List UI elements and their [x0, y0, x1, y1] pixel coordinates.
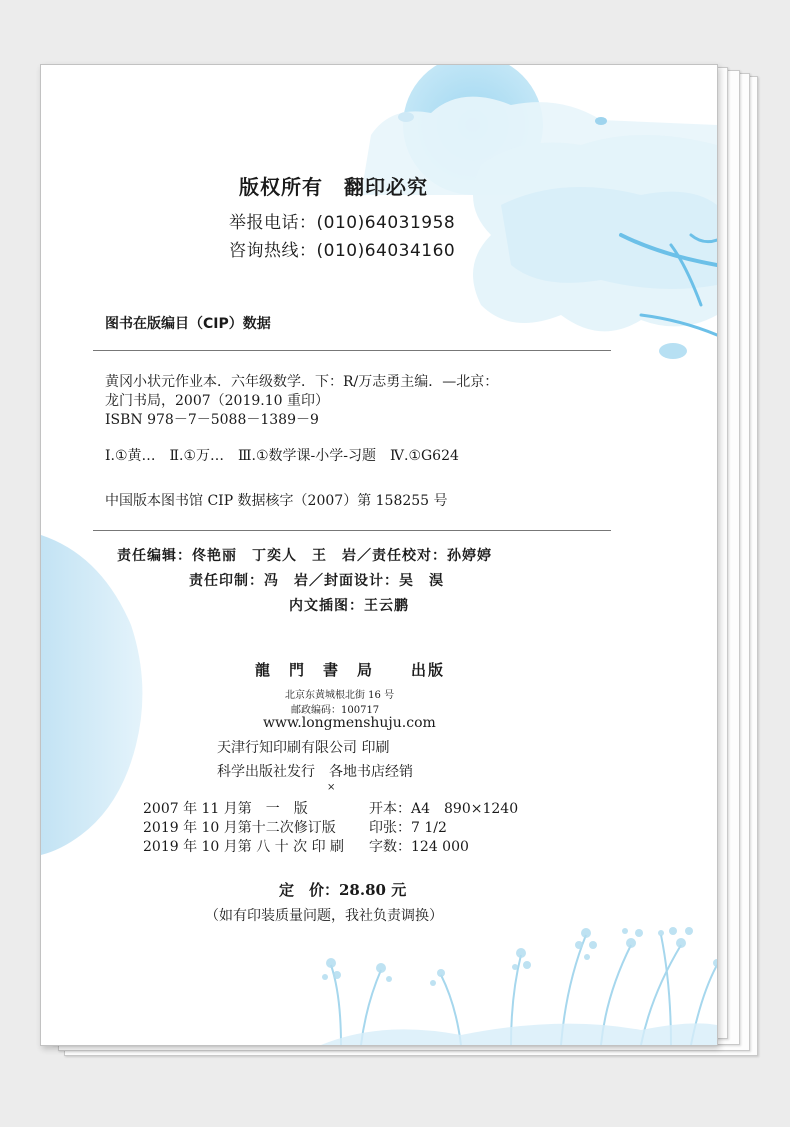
distribution: 科学出版社发行 各地书店经销 [217, 764, 413, 780]
cip-classification: Ⅰ.①黄… Ⅱ.①万… Ⅲ.①数学课-小学-习题 Ⅳ.①G624 [105, 448, 459, 464]
edition-spec-1: 开本：A4 890×1240 [369, 801, 519, 817]
report-phone: 举报电话：(010)64031958 [229, 213, 456, 233]
divider [93, 530, 611, 531]
quality-note: （如有印装质量问题，我社负责调换） [205, 908, 443, 924]
credits-line-1: 责任编辑：佟艳丽 丁奕人 王 岩／责任校对：孙婷婷 [117, 548, 492, 564]
price: 定 价：28.80 元 [279, 881, 407, 899]
publisher-name: 龍 門 書 局 [255, 661, 375, 679]
cip-isbn: ISBN 978－7－5088－1389－9 [105, 412, 319, 428]
inquiry-phone: 咨询热线：(010)64034160 [229, 241, 456, 261]
publisher-postcode: 邮政编码：100717 [291, 705, 380, 716]
cip-line-2: 龙门书局，2007（2019.10 重印） [105, 393, 329, 409]
publisher-address: 北京东黄城根北街 16 号 [285, 690, 395, 701]
edition-spec-2: 印张：7 1/2 [369, 820, 447, 836]
divider [93, 350, 611, 351]
edition-line-3: 2019 年 10 月第 八 十 次 印 刷 [143, 839, 345, 855]
separator-mark: × [327, 782, 336, 793]
copyright-page [40, 64, 718, 1046]
credits-line-2: 责任印制：冯 岩／封面设计：吴 淏 [189, 573, 444, 589]
publisher-published: 出版 [411, 661, 446, 679]
edition-line-2: 2019 年 10 月第十二次修订版 [143, 820, 336, 836]
publisher-website: www.longmenshuju.com [263, 715, 436, 731]
cip-heading: 图书在版编目（CIP）数据 [105, 316, 271, 332]
copyright-notice: 版权所有 翻印必究 [239, 175, 428, 199]
cip-library-record: 中国版本图书馆 CIP 数据核字（2007）第 158255 号 [105, 493, 448, 509]
cip-line-1: 黄冈小状元作业本．六年级数学．下：R/万志勇主编．—北京： [105, 374, 499, 390]
printer: 天津行知印刷有限公司 印刷 [217, 740, 390, 756]
credits-line-3: 内文插图：王云鹏 [289, 598, 409, 614]
edition-spec-3: 字数：124 000 [369, 839, 469, 855]
edition-line-1: 2007 年 11 月第 一 版 [143, 801, 308, 817]
